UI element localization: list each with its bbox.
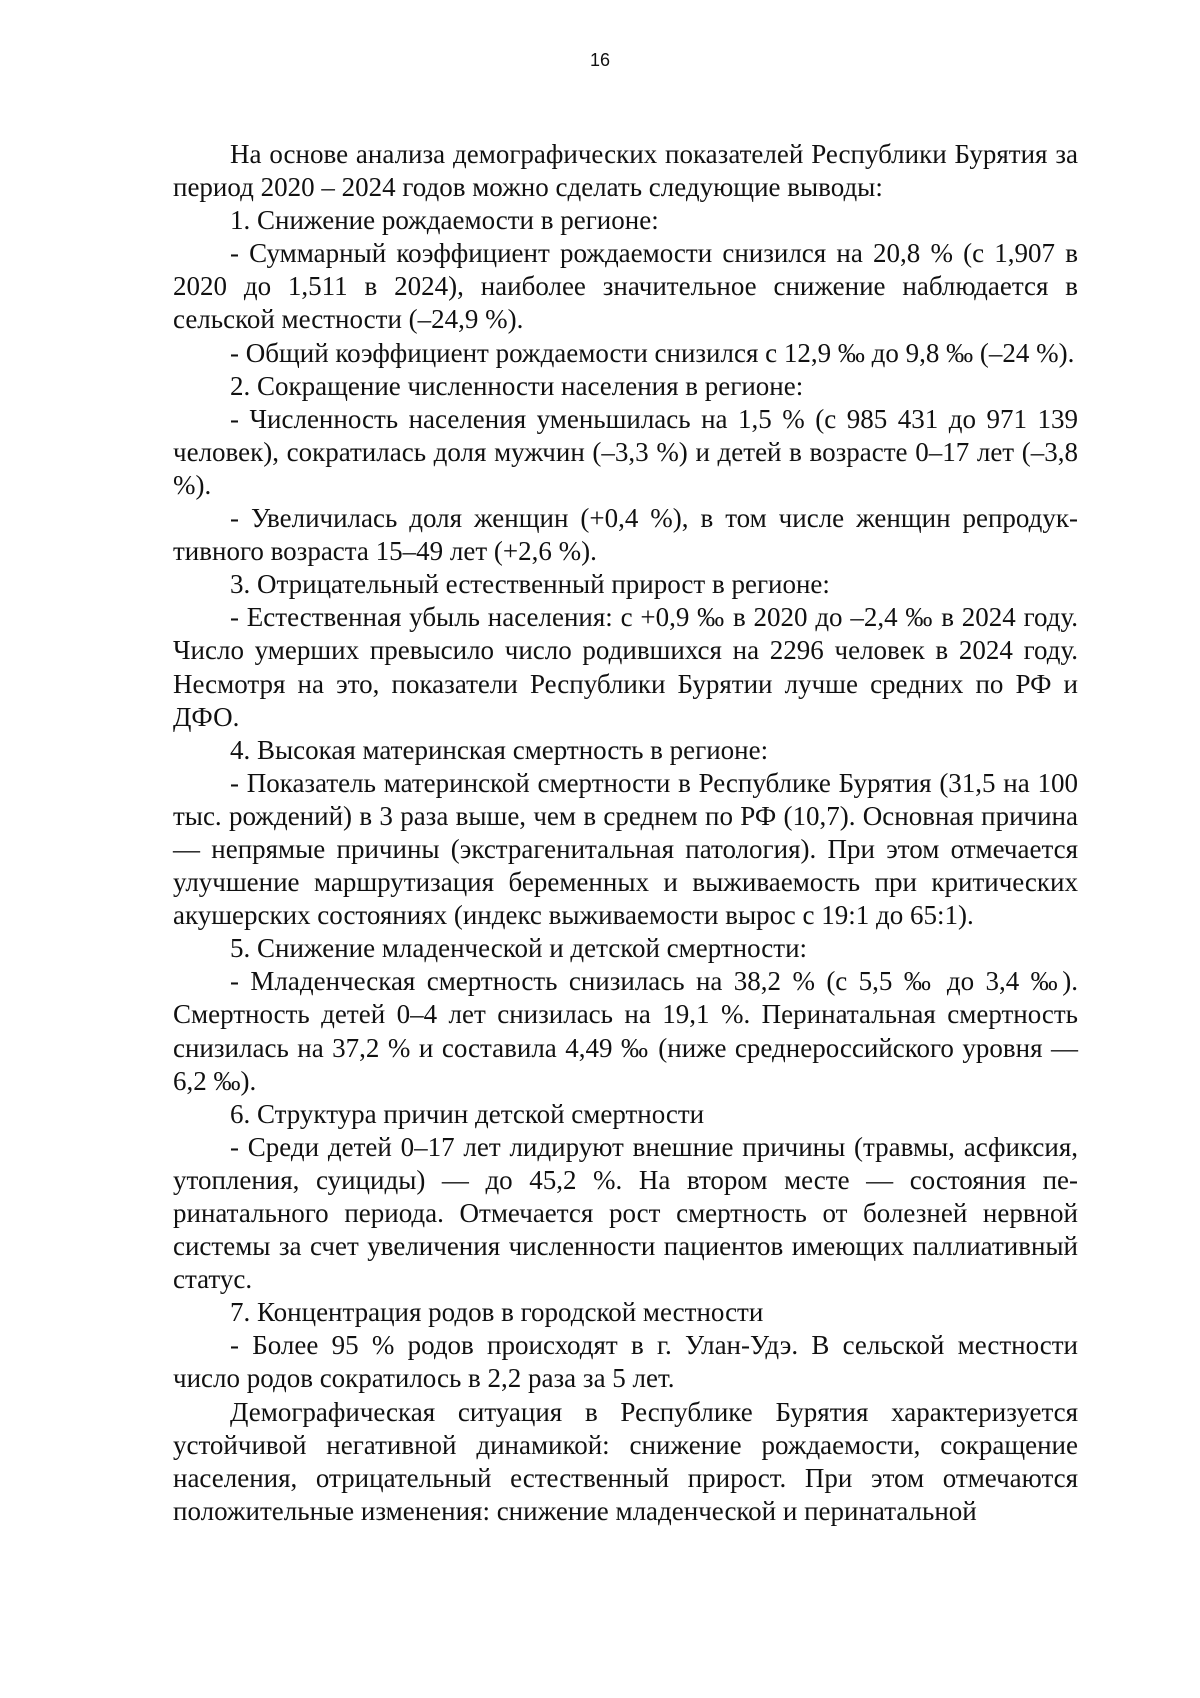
conclusion-heading-7: 7. Концентрация родов в городской местности	[230, 1297, 764, 1328]
page-number: 16	[589, 50, 611, 70]
intro-paragraph: На основе анализа демографических показателей Республики Бурятия за период 2020 – 2024 годов можно сделать следующие выводы:	[173, 139, 1078, 203]
conclusion-heading-1: 1. Снижение рождаемости в регионе:	[230, 205, 659, 236]
conclusion-heading-2: 2. Сокращение численности населения в регионе:	[230, 370, 804, 401]
conclusion-heading-4: 4. Высокая материнская смертность в регионе:	[230, 734, 769, 765]
conclusion-item: - Младенческая смертность снизилась на 38,2 % (с 5,5 ‰ до 3,4 ‰). Смертность детей 0–4 лет снизилась на 19,1 %. Перинатальная смертность снизилась на 37,2 % и составила 4,49 ‰ (ниже среднероссийского уровня — 6,2 ‰).	[173, 966, 1078, 1096]
conclusion-item: - Более 95 % родов происходят в г. Улан-Удэ. В сельской местности число родов сократилось в 2,2 раза за 5 лет.	[173, 1330, 1078, 1394]
conclusion-item: - Общий коэффициент рождаемости снизился с 12,9 ‰ до 9,8 ‰ (–24 %).	[230, 337, 1075, 368]
conclusion-heading-5: 5. Снижение младенческой и детской смертности:	[230, 933, 808, 964]
conclusion-heading-6: 6. Структура причин детской смертности	[230, 1098, 705, 1129]
conclusion-item: - Показатель материнской смертности в Республике Бурятия (31,5 на 100 тыс. рождений) в 3 раза выше, чем в среднем по РФ (10,7). Основная причина — непрямые причины (экстрагенитальная патология). При этом отмечается улучшение маршрутизация беременных и выживаемость при критических акушерских состояниях (индекс выживаемости вырос с 19:1 до 65:1).	[173, 767, 1078, 931]
document-body	[173, 138, 1078, 1528]
conclusion-item: - Среди детей 0–17 лет лидируют внешние причины (травмы, асфиксия, утопления, суициды) — до 45,2 %. На втором месте — состояния перинатального периода. Отмечается рост смертность от болезней нервной системы за счет увеличения численности пациентов имеющих паллиативный статус.	[173, 1131, 1078, 1295]
conclusion-item: - Численность населения уменьшилась на 1,5 % (с 985 431 до 971 139 человек), сократилась доля мужчин (–3,3 %) и детей в возрасте 0–17 лет (–3,8 %).	[173, 403, 1078, 500]
conclusion-item: - Суммарный коэффициент рождаемости снизился на 20,8 % (с 1,907 в 2020 до 1,511 в 2024), наиболее значительное снижение наблюдается в сельской местности (–24,9 %).	[173, 238, 1078, 335]
conclusion-item: - Увеличилась доля женщин (+0,4 %), в том числе женщин репродуктивного возраста 15–49 лет (+2,6 %).	[173, 503, 1078, 567]
conclusion-heading-3: 3. Отрицательный естественный прирост в регионе:	[230, 569, 830, 600]
summary-paragraph: Демографическая ситуация в Республике Бурятия характеризуется устойчивой негативной динамикой: снижение рождаемости, сокращение населения, отрицательный естественный прирост. При этом отмечаются положительные изменения: снижение младенческой и перинатальной	[173, 1396, 1078, 1526]
conclusion-item: - Естественная убыль населения: с +0,9 ‰ в 2020 до –2,4 ‰ в 2024 году. Число умерших превысило число родившихся на 2296 человек в 2024 году. Несмотря на это, показатели Республики Бурятии лучше средних по РФ и ДФО.	[173, 602, 1078, 732]
